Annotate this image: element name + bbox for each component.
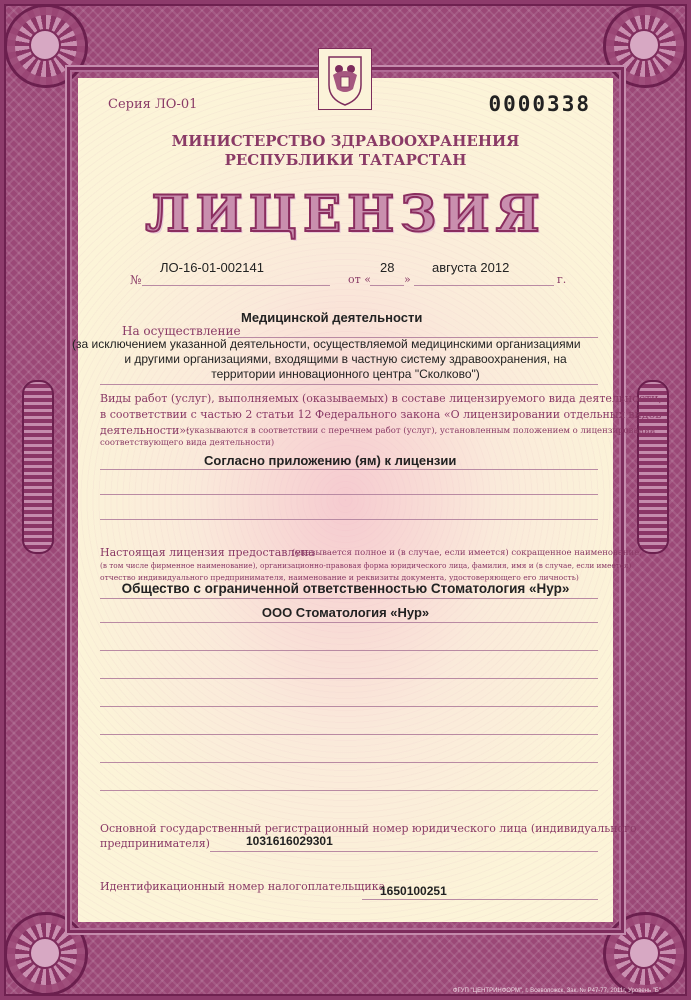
works-line-3-label: деятельности»: xyxy=(100,424,190,437)
series-label: Серия ЛО-01 xyxy=(108,97,198,112)
holder-note-3: отчество индивидуального предпринимателя, наименование и реквизиты документа, удостоверяющего его личность) xyxy=(100,573,579,582)
number-underline xyxy=(142,285,330,286)
number-sign: № xyxy=(130,273,142,287)
holder-full-name: Общество с ограниченной ответственностью Стоматология «Нур» xyxy=(121,581,570,596)
from-close: » xyxy=(404,273,411,286)
activity-note-line-3: территории инновационного центра "Сколково") xyxy=(211,367,480,381)
holder-underline-5 xyxy=(100,706,598,707)
holder-underline-3 xyxy=(100,650,598,651)
works-underline-2 xyxy=(100,494,598,495)
activity-underline-2 xyxy=(100,384,598,385)
month-underline xyxy=(414,285,554,286)
document-title: ЛИЦЕНЗИЯ xyxy=(145,184,546,243)
holder-underline-8 xyxy=(100,790,598,791)
holder-underline-1 xyxy=(100,598,598,599)
inn-underline xyxy=(362,899,598,900)
holder-underline-6 xyxy=(100,734,598,735)
side-panel-right xyxy=(637,380,669,554)
year-suffix: г. xyxy=(557,273,567,286)
holder-label: Настоящая лицензия предоставлена xyxy=(100,546,315,559)
ogrn-underline xyxy=(210,851,598,852)
holder-underline-7 xyxy=(100,762,598,763)
works-value: Согласно приложению (ям) к лицензии xyxy=(204,453,457,468)
ministry-line-2: РЕСПУБЛИКИ ТАТАРСТАН xyxy=(224,151,467,169)
day-underline xyxy=(370,285,404,286)
side-panel-left xyxy=(22,380,54,554)
works-line-3-note: (указываются в соответствии с перечнем работ (услуг), установленным положением о лицензировании xyxy=(186,426,656,436)
inn-label: Идентификационный номер налогоплательщика xyxy=(100,880,386,893)
holder-short-name: ООО Стоматология «Нур» xyxy=(261,605,430,620)
printer-imprint: ФГУП "ЦЕНТРИНФОРМ", г. Всеволожск, Зак. № Р47-77, 2011г, Уровень "Б" xyxy=(452,988,661,994)
activity-value: Медицинской деятельности xyxy=(241,310,423,325)
license-number: ЛО-16-01-002141 xyxy=(160,260,264,275)
holder-underline-4 xyxy=(100,678,598,679)
license-day: 28 xyxy=(380,260,395,275)
activity-note-line-1: (за исключением указанной деятельности, осуществляемой медицинскими организациями xyxy=(72,337,581,351)
ogrn-label-line-1: Основной государственный регистрационный номер юридического лица (индивидуального xyxy=(100,822,637,835)
ogrn-label-line-2: предпринимателя) xyxy=(100,837,210,850)
license-month-year: августа 2012 xyxy=(432,260,510,275)
form-number: 0000338 xyxy=(488,92,591,116)
works-line-4-note: соответствующего вида деятельности) xyxy=(100,438,275,448)
ministry-line-1: МИНИСТЕРСТВО ЗДРАВООХРАНЕНИЯ xyxy=(171,132,520,150)
inn-value: 1650100251 xyxy=(380,884,447,898)
works-underline-1 xyxy=(100,469,598,470)
ogrn-value: 1031616029301 xyxy=(246,834,333,848)
holder-underline-2 xyxy=(100,622,598,623)
holder-note-2: (в том числе фирменное наименование), организационно-правовая форма юридического лица, фамилия, имя и (в случае, если имеется) xyxy=(100,561,632,570)
works-underline-3 xyxy=(100,519,598,520)
works-line-2: в соответствии с частью 2 статьи 12 Федерального закона «О лицензировании отдельных видов xyxy=(100,408,662,421)
coat-of-arms-icon xyxy=(318,48,372,110)
from-label: от « xyxy=(348,273,371,286)
holder-note-1: (указывается полное и (в случае, если имеется) сокращенное наименование, xyxy=(292,548,642,558)
works-line-1: Виды работ (услуг), выполняемых (оказываемых) в составе лицензируемого вида деятельности, xyxy=(100,392,662,405)
activity-note-line-2: и другими организациями, входящими в частную систему здравоохранения, на xyxy=(124,352,567,366)
activity-label: На осуществление xyxy=(122,324,241,338)
